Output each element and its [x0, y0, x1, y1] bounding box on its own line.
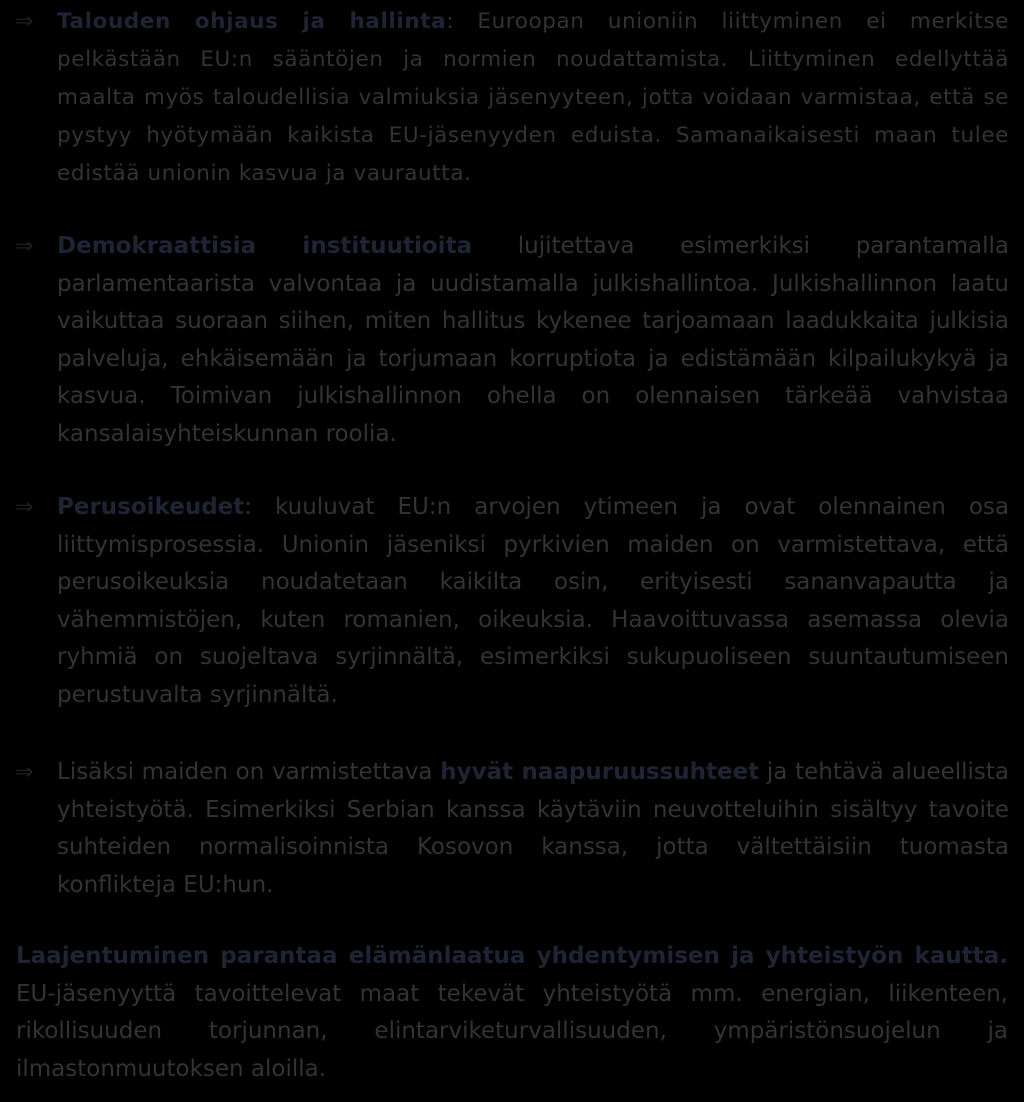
- bullet-body: : Euroopan unioniin liittyminen ei merkitse pelkästään EU:n sääntöjen ja normien noudattamista. Liittyminen edellyttää maalta myös taloudellisia valmiuksia jäsenyyteen, jotta voidaan varmistaa, että se pystyy hyötymään kaikista EU-jäsenyyden eduista. Samanaikaisesti maan tulee edistää unionin kasvua ja vaurautta.: [57, 9, 1009, 186]
- bullet-body: ja tehtävä alueellista yhteistyötä. Esimerkiksi Serbian kanssa käytäviin neuvotteluihin sisältyy tavoite suhteiden normalisoinnista Kosovon kanssa, jotta vältettäisiin tuomasta konflikteja EU:hun.: [57, 759, 1010, 898]
- closing-paragraph: [16, 938, 1008, 1088]
- closing-title: Laajentuminen parantaa elämänlaatua yhdentymisen ja yhteistyön kautta.: [16, 943, 1008, 969]
- bullet-text: [57, 754, 1009, 904]
- bullet-talouden-ohjaus: [15, 3, 1009, 193]
- bullet-lead: hyvät naapuruussuhteet: [440, 759, 760, 785]
- bullet-demokraattisia-instituutioita: [15, 228, 1009, 454]
- bullet-text: [57, 3, 1009, 193]
- bullet-lead: Demokraattisia instituutioita: [57, 233, 473, 259]
- bullet-lead-before: Lisäksi maiden on varmistettava: [57, 759, 441, 785]
- bullet-lead: Perusoikeudet: [57, 494, 245, 520]
- closing-body: EU-jäsenyyttä tavoittelevat maat tekevät yhteistyötä mm. energian, liikenteen, rikollisuuden torjunnan, elintarviketurvallisuuden, ympäristönsuojelun ja ilmastonmuutoksen aloilla.: [16, 980, 1008, 1082]
- bullet-body: lujitettava esimerkiksi parantamalla parlamentaarista valvontaa ja uudistamalla julkishallintoa. Julkishallinnon laatu vaikuttaa suoraan siihen, miten hallitus kykenee tarjoamaan laadukkaita julkisia palveluja, ehkäisemään ja torjumaan korruptiota ja edistämään kilpailukykyä ja kasvua. Toimivan julkishallinnon ohella on olennaisen tärkeää vahvistaa kansalaisyhteiskunnan roolia.: [57, 233, 1009, 447]
- bullet-text: [57, 489, 1009, 715]
- bullet-perusoikeudet: [15, 489, 1009, 715]
- double-arrow-icon: ⇒: [15, 760, 34, 785]
- bullet-body: : kuuluvat EU:n arvojen ytimeen ja ovat olennainen osa liittymisprosessia. Unionin jäseniksi pyrkivien maiden on varmistettava, että perusoikeuksia noudatetaan kaikilta osin, erityisesti sananvapautta ja vähemmistöjen, kuten romanien, oikeuksia. Haavoittuvassa asemassa olevia ryhmiä on suojeltava syrjinnältä, esimerkiksi sukupuoliseen suuntautumiseen perustuvalta syrjinnältä.: [57, 494, 1009, 708]
- double-arrow-icon: ⇒: [15, 9, 34, 34]
- double-arrow-icon: ⇒: [15, 234, 34, 259]
- bullet-text: [57, 228, 1009, 454]
- bullet-lead: Talouden ohjaus ja hallinta: [57, 9, 447, 34]
- double-arrow-icon: ⇒: [15, 495, 34, 520]
- bullet-naapuruussuhteet: [15, 754, 1009, 904]
